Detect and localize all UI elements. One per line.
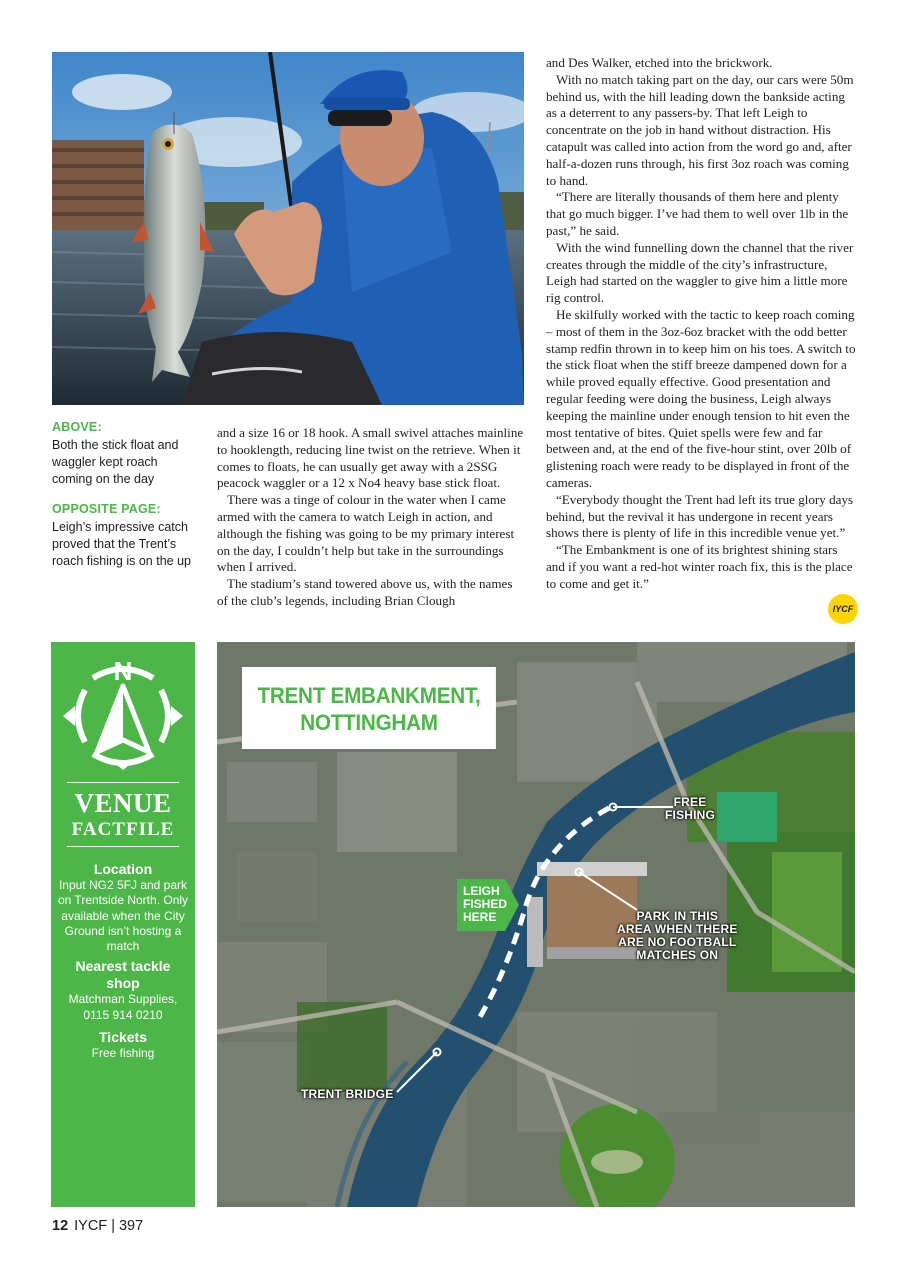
article-paragraph: “Everybody thought the Trent had left its true glory days behind, but the revival it has undergone in recent years shows there is plenty of life in this incredible venue yet.”: [546, 491, 854, 541]
tickets-text: Free fishing: [91, 1046, 155, 1061]
aerial-venue-map: [217, 642, 855, 1207]
map-label-park-area: [617, 910, 738, 962]
article-paragraph: With no match taking part on the day, our cars were 50m behind us, with the hill leading down the bankside acting as a deterrent to any passers-by. That left Leigh to concentrate on the job in hand without distraction. His catapult was called into action from the word go and, after half-a-dozen runs through, his first 3oz roach was coming to hand.: [546, 71, 854, 188]
end-of-article-badge: IYCF: [828, 594, 858, 624]
map-label-line: FISHED: [463, 897, 508, 911]
tickets-heading: Tickets: [99, 1029, 147, 1046]
article-column-right: [546, 55, 856, 593]
article-paragraph: and Des Walker, etched into the brickwork.: [546, 55, 773, 70]
map-title: [242, 667, 496, 749]
photo-captions: [52, 420, 200, 584]
article-paragraph: He skilfully worked with the tactic to keep roach coming – most of them in the 3oz-6oz bracket with the odd better stamp redfin thrown in to keep him on his toes. A switch to the stick float when the stiff breeze dampened down for a while proved equally effective. Good presentation and regular feeding were doing the business, Leigh always keeping the mainline under enough tension to hit even the most tentative of bites. Quiet spells were few and far between and, at the end of the five-hour stint, over 20lb of glistening roach were ready to be displayed in front of the cameras.: [546, 306, 856, 490]
compass-icon: [63, 656, 183, 776]
map-label-line: HERE: [463, 910, 497, 924]
location-text: Input NG2 5FJ and park on Trentside North. Only available when the City Ground isn’t hosting a match: [57, 878, 189, 954]
tackle-shop-heading: Nearest tackle shop: [75, 958, 171, 992]
article-column-left: [217, 425, 525, 610]
map-label-line: LEIGH: [463, 884, 500, 898]
article-photo: [52, 52, 524, 405]
factfile-title-venue: VENUE: [74, 788, 172, 818]
caption-opposite-heading: OPPOSITE PAGE:: [52, 502, 161, 516]
magazine-issue: IYCF | 397: [74, 1218, 144, 1234]
caption-above-text: Both the stick float and waggler kept roach coming on the day: [52, 438, 179, 486]
map-label-line: PARK IN THIS: [636, 909, 719, 923]
article-paragraph: The stadium’s stand towered above us, with the names of the club’s legends, including Brian Clough: [217, 576, 513, 608]
map-label-line: ARE NO FOOTBALL: [618, 935, 737, 949]
page-footer: [52, 1218, 143, 1234]
venue-factfile-panel: [51, 642, 195, 1207]
factfile-body: [57, 861, 189, 1065]
compass-north-letter: N: [113, 656, 133, 686]
map-title-line1: TRENT EMBANKMENT,: [257, 683, 481, 708]
caption-above-heading: ABOVE:: [52, 420, 102, 434]
article-paragraph: “The Embankment is one of its brightest shining stars and if you want a red-hot winter roach fix, this is the place to come and get it.”: [546, 542, 853, 591]
map-label-line: FREE: [673, 795, 707, 809]
article-paragraph: With the wind funnelling down the channel that the river creates through the middle of the city’s infrastructure, Leigh had started on the waggler to give him a little more rig control.: [546, 239, 854, 306]
map-label-free-fishing: [665, 796, 715, 822]
caption-opposite-text: Leigh’s impressive catch proved that the Trent’s roach fishing is on the up: [52, 520, 191, 568]
photo-angler-with-roach: [52, 52, 524, 405]
map-label-line: AREA WHEN THERE: [617, 922, 738, 936]
article-paragraph: and a size 16 or 18 hook. A small swivel attaches mainline to hooklength, reducing line twist on the retrieve. When it comes to floats, he can usually get away with a 2SSG peacock waggler or a 12 x No4 heavy base stick float.: [217, 425, 524, 491]
map-label-line: MATCHES ON: [636, 948, 719, 962]
location-heading: Location: [93, 861, 153, 877]
map-title-line2: NOTTINGHAM: [300, 710, 438, 735]
factfile-title-factfile: FACTFILE: [71, 819, 175, 840]
article-paragraph: There was a tinge of colour in the water when I came armed with the camera to watch Leigh in action, and although the fishing was going to be my primary interest on the day, I couldn’t help but take in the surroundings when I arrived.: [217, 492, 515, 575]
article-paragraph: “There are literally thousands of them here and plenty that go much bigger. I’ve had them to well over 1lb in the past,” he said.: [546, 189, 849, 238]
tackle-shop-text: Matchman Supplies, 0115 914 0210: [68, 992, 178, 1022]
map-label-trent-bridge: TRENT BRIDGE: [301, 1087, 394, 1101]
page-number: 12: [52, 1218, 69, 1234]
map-label-leigh-fished-here: [457, 879, 519, 931]
map-label-line: FISHING: [665, 808, 716, 822]
factfile-divider: [67, 846, 179, 847]
factfile-divider: [67, 782, 179, 783]
